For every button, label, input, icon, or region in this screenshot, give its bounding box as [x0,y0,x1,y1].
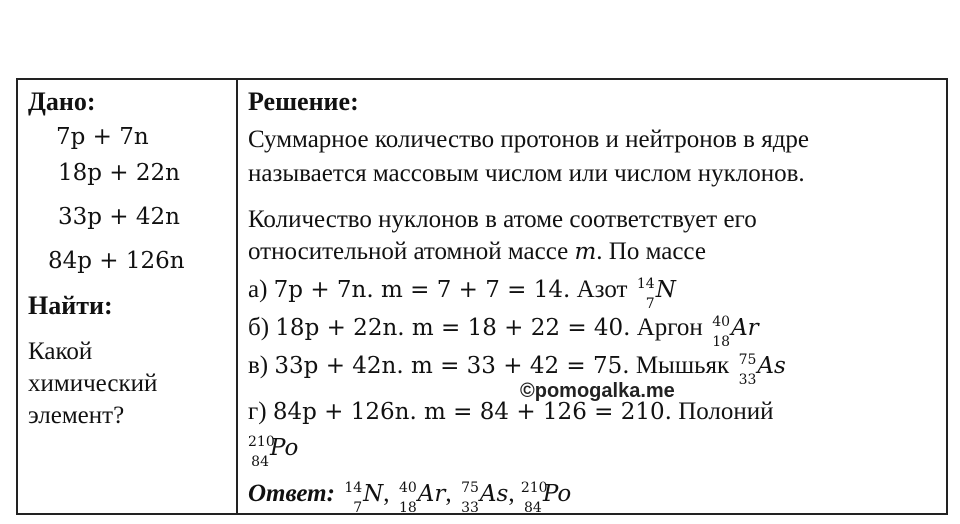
given-item: 7p + 7n [56,124,149,150]
nuclide-symbol: 210 84 Po [520,480,572,516]
nuclide-symbol: 75 33 As [461,480,509,516]
given-heading: Дано: [28,87,96,116]
find-heading: Найти: [28,291,113,320]
given-item: 18p + 22n [58,160,180,186]
nuclide-symbol: 14 7 N [636,276,676,312]
solution-case-continuation [248,432,299,470]
solution-text-line: называется массовым числом или числом нуклонов. [248,160,805,187]
solution-column [238,80,946,516]
solution-text-line: Количество нуклонов в атоме соответствует его [248,206,757,233]
answer-label: Ответ: [248,480,335,507]
solution-text-line: Суммарное количество протонов и нейтронов в ядре [248,126,810,153]
nuclide-symbol: 75 33 As [738,352,786,388]
solution-heading: Решение: [248,87,359,116]
nuclide-symbol: 40 18 Ar [712,314,759,350]
nuclide-symbol: 40 18 Ar [398,480,446,516]
solution-table [16,78,948,515]
solution-case: б) 18p + 22n. m = 18 + 22 = 40. Аргон 40 18 Ar [248,314,759,350]
solution-case: в) 33p + 42n. m = 33 + 42 = 75. Мышьяк 75 33 As [248,352,786,388]
given-item: 84p + 126n [48,248,185,274]
solution-case: г) 84p + 126n. m = 84 + 126 = 210. Полоний [248,398,774,425]
solution-case: а) 7p + 7n. m = 7 + 7 = 14. Азот 14 7 N [248,276,676,312]
nuclide-symbol: 210 84 Po [248,434,299,470]
answer-line: Ответ: 14 7 N, 40 18 Ar, 75 33 As, 210 84 Po [248,480,572,516]
find-question-line: Какой [28,338,93,365]
find-question-line: химический [28,370,158,397]
nuclide-symbol: 14 7 N [344,480,384,516]
find-question-line: элемент? [28,402,125,429]
given-column [18,80,238,513]
solution-text-line: относительной атомной массе m. По массе [248,238,706,265]
given-item: 33p + 42n [58,204,180,230]
watermark: ©pomogalka.me [520,380,675,402]
